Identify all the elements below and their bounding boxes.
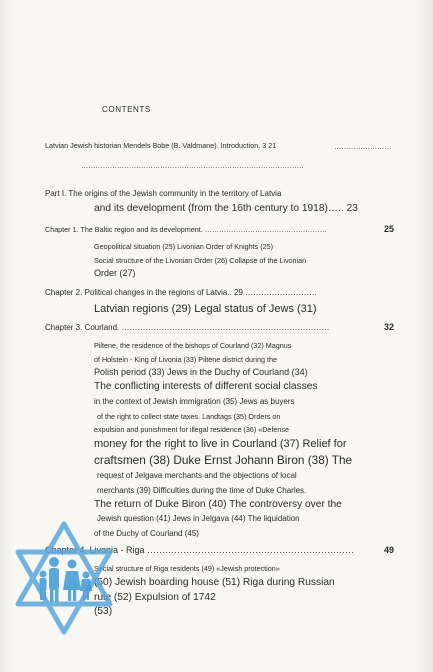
toc-subentry: Social structure of Riga residents (49) «Jewish protection» bbox=[94, 564, 280, 573]
toc-subentry: of the right to collect state taxes. Landtags (35) Orders on bbox=[97, 412, 281, 421]
toc-subentry: The conflicting interests of different social classes bbox=[94, 381, 318, 392]
toc-entry-part-1: Part I. The origins of the Jewish community in the territory of Latvia bbox=[45, 189, 282, 198]
toc-subentry: Geopolitical situation (25) Livonian Order of Knights (25) bbox=[94, 242, 273, 251]
toc-subentry: of Holstein - King of Livonia (33) Piltene district during the bbox=[94, 355, 277, 364]
toc-subentry: Order (27) bbox=[94, 268, 136, 278]
toc-subentry: request of Jelgava merchants and the objections of local bbox=[97, 471, 297, 480]
toc-entry-part-1-cont: and its development (from the 16th century to 1918)….. 23 bbox=[94, 203, 358, 214]
toc-subentry: The return of Duke Biron (40) The controversy over the bbox=[94, 499, 342, 510]
toc-subentry: merchants (39) Difficulties during the time of Duke Charles. bbox=[97, 486, 307, 495]
toc-leader-dots: ………………………………………………………………………………… bbox=[81, 161, 304, 170]
toc-page-number: 32 bbox=[384, 322, 395, 332]
toc-subentry: of the Duchy of Courland (45) bbox=[94, 529, 199, 538]
toc-subentry: Jewish question (41) Jews in Jelgava (44) The liquidation bbox=[97, 514, 300, 523]
contents-title: CONTENTS bbox=[102, 105, 151, 114]
toc-subentry: Social structure of the Livonian Order (26) Collapse of the Livonian bbox=[94, 256, 307, 265]
toc-subentry: craftsmen (38) Duke Ernst Johann Biron (38) The bbox=[94, 453, 353, 467]
toc-subentry: in the context of Jewish immigration (35) Jews as buyers bbox=[94, 397, 295, 406]
toc-entry-chapter-4: Chapter 4. Livonia - Riga …………………………………………………………… bbox=[45, 545, 355, 555]
toc-subentry: (53) bbox=[94, 606, 113, 617]
toc-page-number: 49 bbox=[384, 545, 395, 555]
star-of-david-family-icon bbox=[14, 520, 132, 662]
toc-entry-chapter-2: Chapter 2. Political changes in the regions of Latvia.. 29 ……………………… bbox=[45, 288, 318, 297]
toc-subentry: Latvian regions (29) Legal status of Jews (31) bbox=[94, 303, 317, 315]
toc-entry-chapter-3: Chapter 3. Courland. …………………………………………………………………… bbox=[45, 323, 330, 332]
toc-leader-dots: …………………… bbox=[334, 142, 392, 151]
toc-entry-chapter-1: Chapter 1. The Baltic region and its development. …………………………………………… bbox=[45, 225, 327, 234]
toc-subentry: (50) Jewish boarding house (51) Riga during Russian bbox=[94, 577, 335, 588]
toc-page-number: 25 bbox=[384, 224, 395, 234]
toc-subentry: rule (52) Expulsion of 1742 bbox=[94, 592, 216, 603]
toc-subentry: Polish period (33) Jews in the Duchy of Courland (34) bbox=[94, 367, 308, 377]
toc-subentry: money for the right to live in Courland (37) Relief for bbox=[94, 438, 347, 450]
toc-subentry: expulsion and punishment for illegal residence (36) «Defense bbox=[94, 425, 289, 434]
toc-entry-intro: Latvian Jewish historian Mendels Bobe (B. Valdmane). Introduction. 3 21 bbox=[45, 141, 277, 150]
toc-subentry: Piltene, the residence of the bishops of Courland (32) Magnus bbox=[94, 341, 292, 350]
